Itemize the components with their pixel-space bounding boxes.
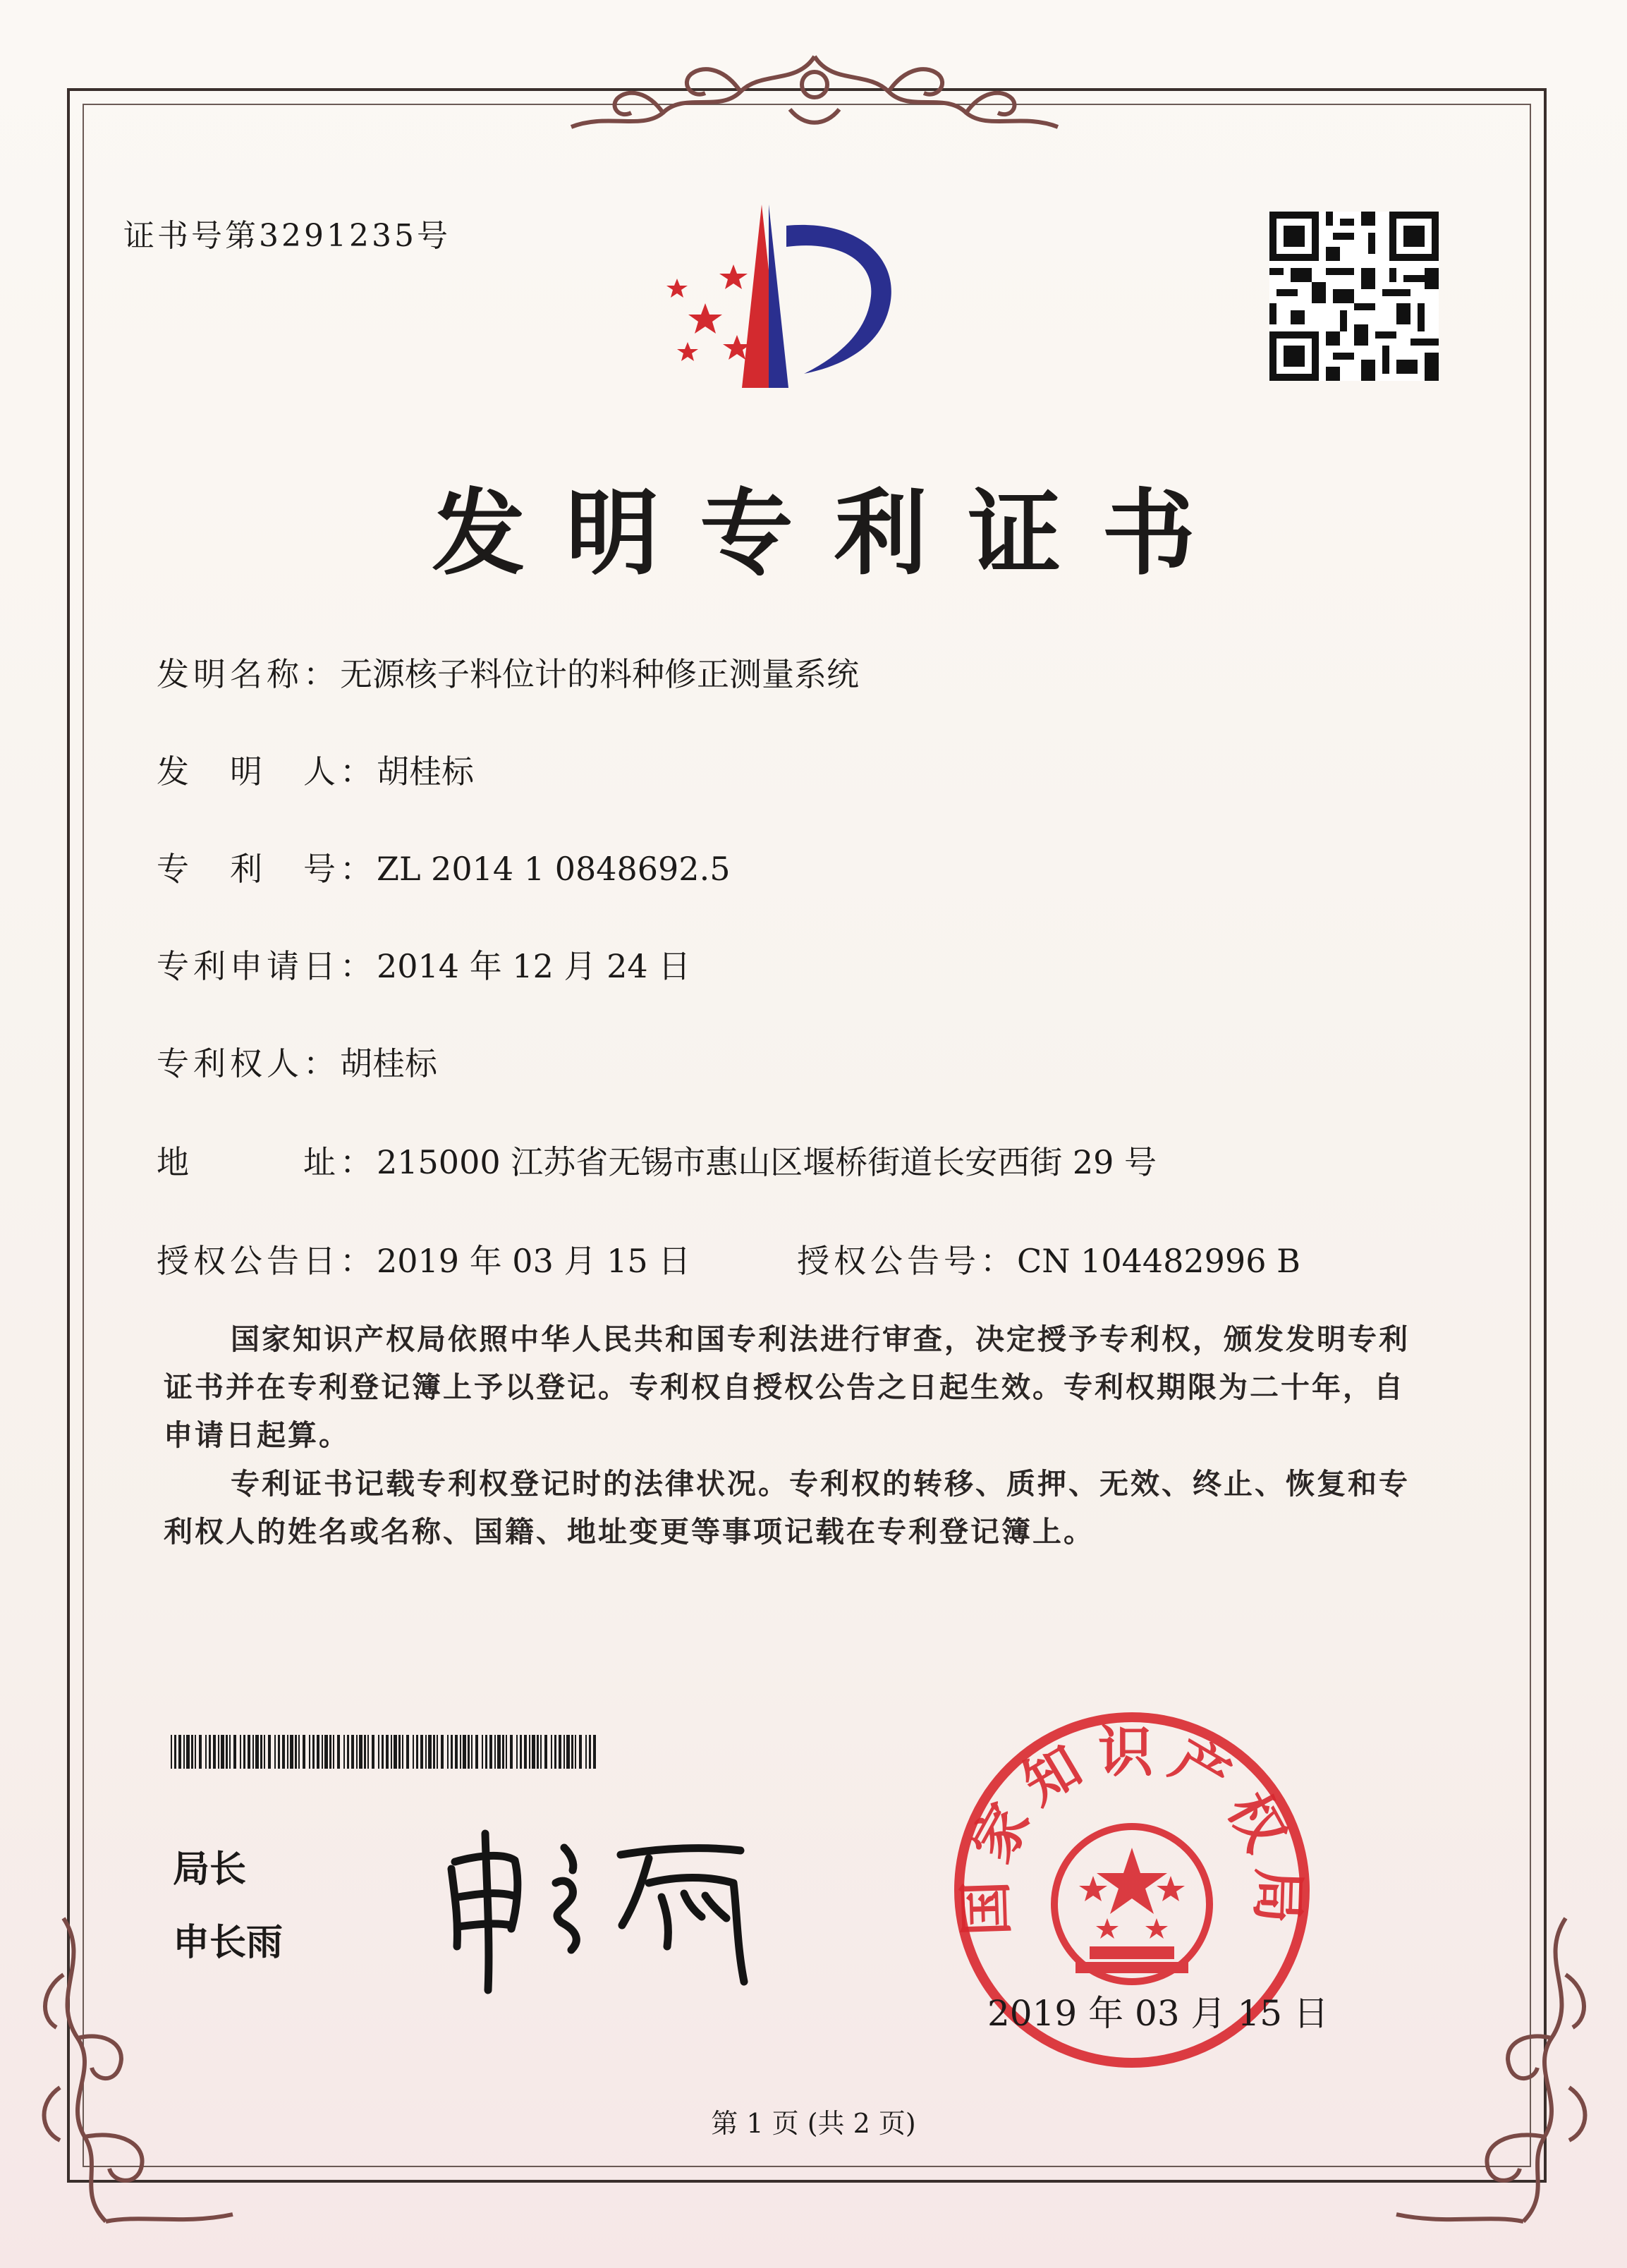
director-name: 申长雨: [173, 1922, 284, 1964]
field-address: [157, 1137, 1157, 1183]
patent-office-logo: [663, 197, 924, 402]
legal-paragraph-2: 专利证书记载专利权登记时的法律状况。专利权的转移、质押、无效、终止、恢复和专利权人的姓名或名称、国籍、地址变更等事项记载在专利登记簿上。: [164, 1467, 1410, 1549]
page-number: 第 1 页 (共 2 页): [711, 2108, 916, 2139]
field-patent-number: [157, 843, 730, 890]
field-value: CN 104482996 B: [1017, 1242, 1300, 1280]
field-value: ZL 2014 1 0848692.5: [377, 850, 731, 888]
field-value: 无源核子料位计的料种修正测量系统: [340, 655, 859, 693]
field-label: 授权公告日：: [157, 1242, 377, 1280]
seal-text: 国家知识产权局: [953, 1720, 1310, 1937]
field-label: 专 利 号：: [157, 850, 377, 888]
field-label: 专利权人：: [157, 1044, 340, 1083]
field-label: 授权公告号：: [797, 1242, 1017, 1280]
field-value: 胡桂标: [377, 752, 474, 791]
director-title: 局长: [173, 1848, 247, 1891]
field-label: 专利申请日：: [157, 947, 377, 985]
field-label: 地 址：: [157, 1143, 377, 1181]
qr-code: [1269, 212, 1439, 381]
field-value: 胡桂标: [340, 1044, 437, 1083]
bottom-right-ornament: [1375, 1904, 1608, 2243]
handwritten-signature: [437, 1805, 804, 2003]
field-inventor: [157, 746, 474, 793]
barcode: [171, 1735, 601, 1769]
legal-paragraph-1: 国家知识产权局依照中华人民共和国专利法进行审查，决定授予专利权，颁发发明专利证书并在专利登记簿上予以登记。专利权自授权公告之日起生效。专利权期限为二十年，自申请日起算。: [164, 1322, 1410, 1452]
field-invention-name: [157, 649, 859, 695]
field-grant-number: [797, 1236, 1300, 1282]
field-value: 215000 江苏省无锡市惠山区堰桥街道长安西街 29 号: [377, 1143, 1157, 1181]
top-ornament: [529, 42, 1100, 148]
certificate-number: 证书号第3291235号: [123, 218, 451, 254]
certificate-title: 发明专利证书: [432, 479, 1236, 588]
field-grant-date: [157, 1236, 690, 1282]
field-application-date: [157, 941, 690, 987]
field-label: 发 明 人：: [157, 752, 377, 791]
field-value: 2019 年 03 月 15 日: [377, 1242, 691, 1280]
field-label: 发明名称：: [157, 655, 340, 693]
field-patentee: [157, 1038, 437, 1085]
seal-date: 2019 年 03 月 15 日: [987, 1993, 1329, 2034]
field-value: 2014 年 12 月 24 日: [377, 947, 691, 985]
